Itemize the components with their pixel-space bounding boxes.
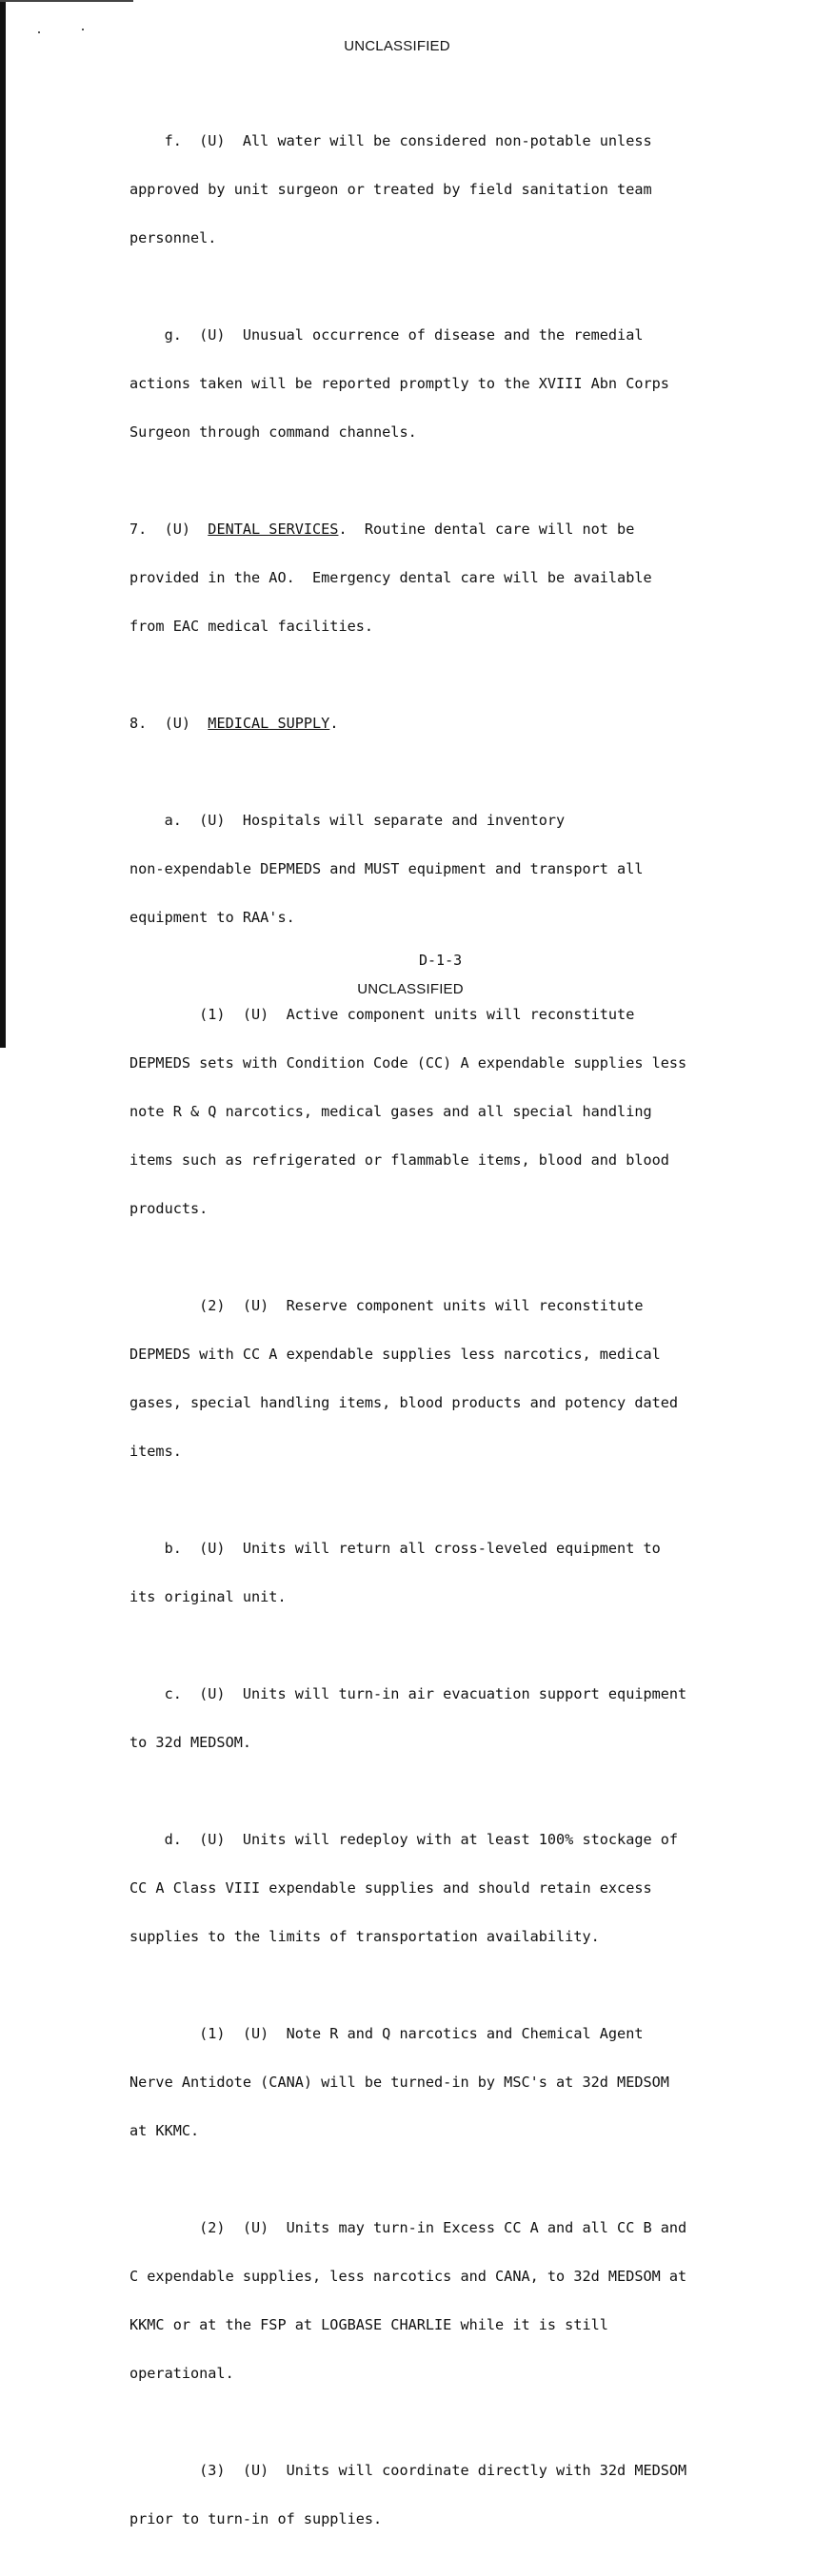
text-line: b. (U) Units will return all cross-leveled equipment to: [129, 1540, 661, 1557]
document-body: [129, 101, 777, 2576]
text-line: its original unit.: [129, 1588, 287, 1605]
text-line: Nerve Antidote (CANA) will be turned-in by MSC's at 32d MEDSOM: [129, 2074, 669, 2091]
scan-speck: [38, 31, 40, 33]
paragraph-d-2: [129, 2188, 777, 2414]
paragraph-f: [129, 101, 777, 279]
text-line: d. (U) Units will redeploy with at least 100% stockage of: [129, 1831, 679, 1848]
text-line: supplies to the limits of transportation availability.: [129, 1928, 600, 1945]
text-line: KKMC or at the FSP at LOGBASE CHARLIE while it is still: [129, 2316, 608, 2333]
paragraph-7-dental-services: [129, 489, 777, 667]
text-line: f. (U) All water will be considered non-potable unless: [129, 132, 652, 149]
text-line: a. (U) Hospitals will separate and inventory: [129, 812, 566, 829]
text-line: (1) (U) Active component units will reconstitute: [129, 1006, 635, 1023]
paragraph-b: [129, 1508, 777, 1638]
text-line: approved by unit surgeon or treated by field sanitation team: [129, 181, 652, 198]
text-line: personnel.: [129, 229, 217, 246]
text-line: actions taken will be reported promptly to the XVIII Abn Corps: [129, 375, 669, 392]
paragraph-a-2: [129, 1266, 777, 1492]
text-line: DEPMEDS with CC A expendable supplies less narcotics, medical: [129, 1346, 661, 1363]
paragraph-d: [129, 1799, 777, 1977]
text-line: C expendable supplies, less narcotics and CANA, to 32d MEDSOM at: [129, 2268, 687, 2285]
text-line: (2) (U) Reserve component units will reconstitute: [129, 1297, 644, 1314]
section-heading: MEDICAL SUPPLY: [208, 715, 330, 732]
classification-footer: UNCLASSIFIED: [357, 981, 464, 997]
paragraph-number: 7. (U): [129, 521, 209, 538]
heading-continuation: .: [329, 715, 339, 732]
paragraph-a: [129, 780, 777, 958]
text-line: g. (U) Unusual occurrence of disease and the remedial: [129, 326, 644, 344]
text-line: DEPMEDS sets with Condition Code (CC) A expendable supplies less: [129, 1054, 687, 1072]
text-line: [129, 716, 777, 732]
text-line: prior to turn-in of supplies.: [129, 2510, 383, 2527]
scan-top-line: [0, 0, 133, 2]
text-line: items.: [129, 1443, 182, 1460]
text-line: from EAC medical facilities.: [129, 618, 374, 635]
text-line: to 32d MEDSOM.: [129, 1734, 252, 1751]
text-line: (3) (U) Units will coordinate directly with 32d MEDSOM: [129, 2462, 687, 2479]
text-line: provided in the AO. Emergency dental care will be available: [129, 569, 652, 586]
text-line: note R & Q narcotics, medical gases and all special handling: [129, 1103, 652, 1120]
classification-header: UNCLASSIFIED: [344, 38, 450, 54]
paragraph-number: 8. (U): [129, 715, 209, 732]
scan-speck: [82, 29, 84, 30]
paragraph-c: [129, 1654, 777, 1783]
text-line: products.: [129, 1200, 209, 1217]
text-line: (1) (U) Note R and Q narcotics and Chemical Agent: [129, 2025, 644, 2042]
text-line: [129, 521, 777, 538]
text-line: non-expendable DEPMEDS and MUST equipment and transport all: [129, 860, 644, 877]
text-line: items such as refrigerated or flammable items, blood and blood: [129, 1151, 669, 1169]
paragraph-8-medical-supply: [129, 683, 777, 764]
heading-continuation: . Routine dental care will not be: [338, 521, 635, 538]
text-line: equipment to RAA's.: [129, 909, 295, 926]
text-line: (2) (U) Units may turn-in Excess CC A and all CC B and: [129, 2219, 687, 2236]
text-line: Surgeon through command channels.: [129, 423, 417, 441]
paragraph-a-1: [129, 974, 777, 1249]
text-line: gases, special handling items, blood products and potency dated: [129, 1394, 679, 1411]
paragraph-d-3: [129, 2430, 777, 2560]
page-number: D-1-3: [419, 952, 463, 969]
scan-left-edge: [0, 0, 6, 1048]
text-line: operational.: [129, 2365, 234, 2382]
text-line: c. (U) Units will turn-in air evacuation support equipment: [129, 1685, 687, 1702]
paragraph-g: [129, 295, 777, 473]
text-line: CC A Class VIII expendable supplies and should retain excess: [129, 1879, 652, 1897]
text-line: at KKMC.: [129, 2122, 200, 2139]
section-heading: DENTAL SERVICES: [208, 521, 339, 538]
paragraph-d-1: [129, 1994, 777, 2172]
